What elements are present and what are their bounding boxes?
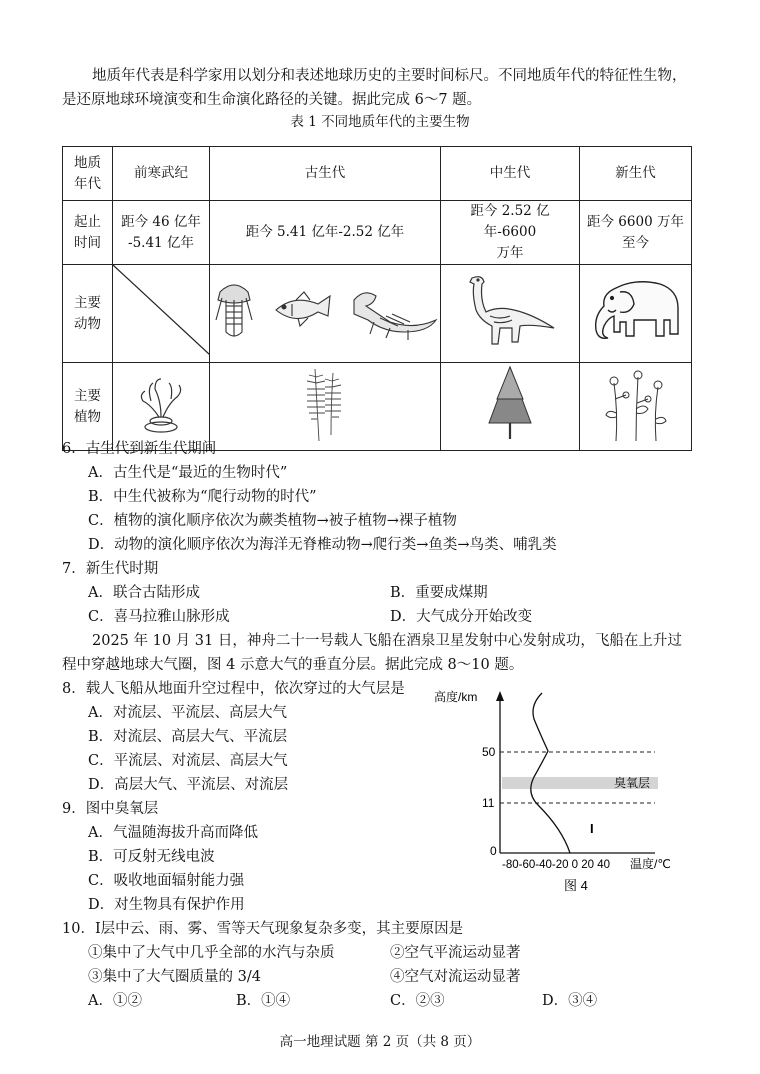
y-tick-50: 50 — [482, 745, 496, 759]
fern-icon — [295, 363, 355, 443]
q6-option-c[interactable]: C．植物的演化顺序依次为蕨类植物→被子植物→裸子植物 — [88, 513, 457, 529]
figure-caption: 图 4 — [564, 878, 588, 893]
y-tick-11: 11 — [482, 796, 495, 810]
diagonal-slash-icon — [113, 265, 210, 355]
q6-option-b[interactable]: B．中生代被称为“爬行动物的时代” — [88, 489, 317, 505]
q10-statement-4: ④空气对流运动显著 — [390, 969, 521, 985]
y-axis-arrow-icon — [496, 691, 504, 701]
q9-option-a[interactable]: A．气温随海拔升高而降低 — [88, 825, 258, 841]
elephant-icon — [586, 270, 686, 350]
q6-stem: 6．古生代到新生代期间 — [62, 441, 217, 457]
q10-option-a[interactable]: A．①② — [88, 993, 142, 1009]
layer-i-label: I — [590, 821, 594, 836]
y-axis-label: 高度/km — [434, 690, 478, 704]
q7-option-d[interactable]: D．大气成分开始改变 — [390, 609, 533, 625]
time-precambrian: 距今 46 亿年 -5.41 亿年 — [113, 201, 210, 265]
plant-row-label: 主要 植物 — [63, 363, 113, 451]
trilobite-icon — [216, 285, 252, 336]
intro2-line-2: 程中穿越地球大气圈，图 4 示意大气的垂直分层。据此完成 8～10 题。 — [62, 657, 524, 673]
ozone-layer-label: 臭氧层 — [614, 776, 651, 790]
q10-option-d[interactable]: D．③④ — [542, 993, 598, 1009]
q9-option-d[interactable]: D．对生物具有保护作用 — [88, 897, 245, 913]
q9-option-c[interactable]: C．吸收地面辐射能力强 — [88, 873, 245, 889]
fish-icon — [276, 292, 330, 326]
q10-option-b[interactable]: B．①④ — [236, 993, 291, 1009]
q10-statement-3: ③集中了大气圈质量的 3/4 — [88, 969, 261, 985]
q9-option-b[interactable]: B．可反射无线电波 — [88, 849, 215, 865]
q8-option-a[interactable]: A．对流层、平流层、高层大气 — [88, 705, 287, 721]
cenozoic-animal — [580, 265, 692, 363]
y-tick-0: 0 — [490, 844, 497, 858]
time-row-label: 起止 时间 — [63, 201, 113, 265]
x-tick-labels: -80-60-40-20 0 20 40 — [502, 859, 611, 871]
header-precambrian: 前寒武纪 — [113, 147, 210, 201]
cenozoic-plant — [580, 363, 692, 451]
q6-option-d[interactable]: D．动物的演化顺序依次为海洋无脊椎动物→爬行类→鱼类→鸟类、哺乳类 — [88, 537, 557, 553]
time-cenozoic: 距今 6600 万年 至今 — [580, 201, 692, 265]
paleozoic-animals — [210, 265, 441, 363]
page-footer: 高一地理试题 第 2 页（共 8 页） — [279, 1034, 481, 1050]
table-caption: 表 1 不同地质年代的主要生物 — [290, 114, 470, 130]
q10-statement-2: ②空气平流运动显著 — [390, 945, 521, 961]
header-mesozoic: 中生代 — [441, 147, 580, 201]
time-paleozoic: 距今 5.41 亿年-2.52 亿年 — [210, 201, 441, 265]
q10-statement-1: ①集中了大气中几乎全部的水汽与杂质 — [88, 945, 335, 961]
flowering-plants-icon — [596, 363, 676, 443]
q10-option-c[interactable]: C．②③ — [390, 993, 445, 1009]
q8-option-d[interactable]: D．高层大气、平流层、对流层 — [88, 777, 289, 793]
intro-line-2: 是还原地球环境演变和生命演化路径的关键。据此完成 6～7 题。 — [62, 92, 482, 108]
temperature-curve — [531, 693, 570, 853]
mesozoic-plant — [441, 363, 580, 451]
dinosaur-icon — [450, 270, 570, 350]
q7-stem: 7．新生代时期 — [62, 561, 159, 577]
precambrian-animal-empty — [113, 265, 210, 363]
q8-stem: 8．载人飞船从地面升空过程中，依次穿过的大气层是 — [62, 681, 405, 697]
paleozoic-plant — [210, 363, 441, 451]
intro2-line-1: 2025 年 10 月 31 日，神舟二十一号载人飞船在酒泉卫星发射中心发射成功，飞船在上升过 — [92, 633, 682, 649]
crocodile-icon — [354, 293, 436, 340]
time-mesozoic: 距今 2.52 亿年-6600 万年 — [441, 201, 580, 265]
conifer-tree-icon — [475, 363, 545, 443]
geologic-era-table — [62, 146, 692, 451]
header-cenozoic: 新生代 — [580, 147, 692, 201]
q10-stem: 10．Ⅰ层中云、雨、雾、雪等天气现象复杂多变，其主要原因是 — [62, 921, 464, 937]
q9-stem: 9．图中臭氧层 — [62, 801, 159, 817]
q8-option-b[interactable]: B．对流层、高层大气、平流层 — [88, 729, 288, 745]
q6-option-a[interactable]: A．古生代是“最近的生物时代” — [88, 465, 288, 481]
seaweed-icon — [121, 365, 201, 441]
intro-line-1: 地质年代表是科学家用以划分和表述地球历史的主要时间标尺。不同地质年代的特征性生物， — [92, 68, 687, 84]
q7-option-b[interactable]: B．重要成煤期 — [390, 585, 488, 601]
header-era-label: 地质 年代 — [63, 147, 113, 201]
header-paleozoic: 古生代 — [210, 147, 441, 201]
animal-row-label: 主要 动物 — [63, 265, 113, 363]
x-axis-label: 温度/℃ — [630, 857, 671, 871]
atmosphere-layers-figure — [430, 683, 700, 898]
mesozoic-animal — [441, 265, 580, 363]
q8-option-c[interactable]: C．平流层、对流层、高层大气 — [88, 753, 288, 769]
q7-option-a[interactable]: A．联合古陆形成 — [88, 585, 200, 601]
q7-option-c[interactable]: C．喜马拉雅山脉形成 — [88, 609, 230, 625]
